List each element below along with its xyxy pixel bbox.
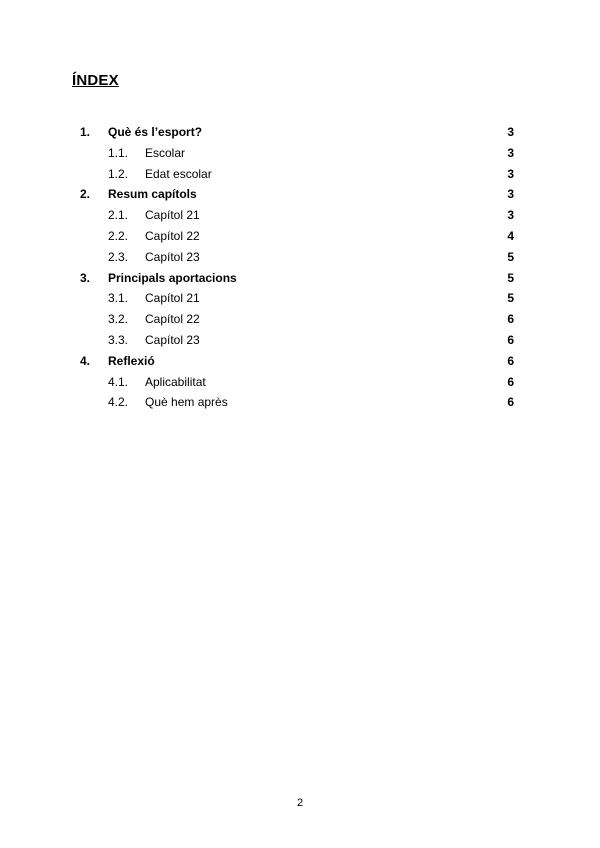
toc-section-entry[interactable] [80,288,516,309]
toc-section-entry[interactable] [80,309,516,330]
table-of-contents [80,122,516,413]
toc-section-entry[interactable] [80,205,516,226]
toc-entry-page: 4 [507,228,514,243]
toc-entry-title: Capítol 23 [145,249,200,264]
toc-chapter-entry[interactable] [80,184,516,205]
toc-section-entry[interactable] [80,226,516,247]
toc-entry-title: Capítol 21 [145,208,200,223]
toc-section-entry[interactable] [80,330,516,351]
toc-entry-title: Edat escolar [145,166,212,181]
toc-entry-page: 6 [507,353,514,368]
toc-entry-title: Escolar [145,145,186,160]
toc-entry-title: Capítol 22 [145,312,200,327]
toc-entry-number: 4. [80,353,91,368]
toc-entry-number: 3. [80,270,91,285]
toc-section-entry[interactable] [80,392,516,413]
toc-entry-title: Resum capítols [108,187,197,202]
toc-entry-title: Capítol 22 [145,228,200,243]
toc-entry-number: 3.2. [108,312,129,327]
toc-entry-page: 3 [507,187,514,202]
toc-entry-page: 6 [507,374,514,389]
toc-entry-page: 5 [507,270,514,285]
toc-entry-title: Capítol 23 [145,332,200,347]
toc-section-entry[interactable] [80,372,516,393]
toc-entry-title: Què és l’esport? [108,125,203,139]
toc-section-entry[interactable] [80,164,516,185]
toc-entry-page: 3 [507,208,514,223]
toc-chapter-entry[interactable] [80,268,516,289]
toc-entry-page: 3 [507,145,514,160]
toc-entry-number: 1. [80,125,91,139]
toc-entry-number: 3.1. [108,291,129,306]
toc-entry-page: 5 [507,249,514,264]
toc-entry-page: 6 [507,312,514,327]
toc-entry-title: Capítol 21 [145,291,200,306]
page-number: 2 [296,797,304,809]
toc-entry-title: Principals aportacions [108,270,237,285]
toc-entry-number: 3.3. [108,332,129,347]
toc-entry-title: Reflexió [108,353,155,368]
toc-section-entry[interactable] [80,143,516,164]
toc-entry-number: 4.2. [108,395,129,410]
toc-entry-number: 1.1. [108,145,129,160]
toc-entry-number: 2.3. [108,249,129,264]
toc-entry-number: 2. [80,187,91,202]
toc-entry-number: 4.1. [108,374,129,389]
toc-entry-page: 3 [507,166,514,181]
toc-chapter-entry[interactable] [80,122,516,143]
toc-entry-page: 3 [507,125,514,139]
toc-entry-number: 1.2. [108,166,129,181]
toc-entry-title: Aplicabilitat [145,374,206,389]
toc-entry-page: 6 [507,395,514,410]
toc-entry-number: 2.1. [108,208,129,223]
toc-entry-number: 2.2. [108,228,129,243]
toc-chapter-entry[interactable] [80,351,516,372]
toc-entry-title: Què hem après [145,395,228,410]
toc-entry-page: 6 [507,332,514,347]
index-title: ÍNDEX [72,72,119,89]
toc-section-entry[interactable] [80,247,516,268]
toc-entry-page: 5 [507,291,514,306]
